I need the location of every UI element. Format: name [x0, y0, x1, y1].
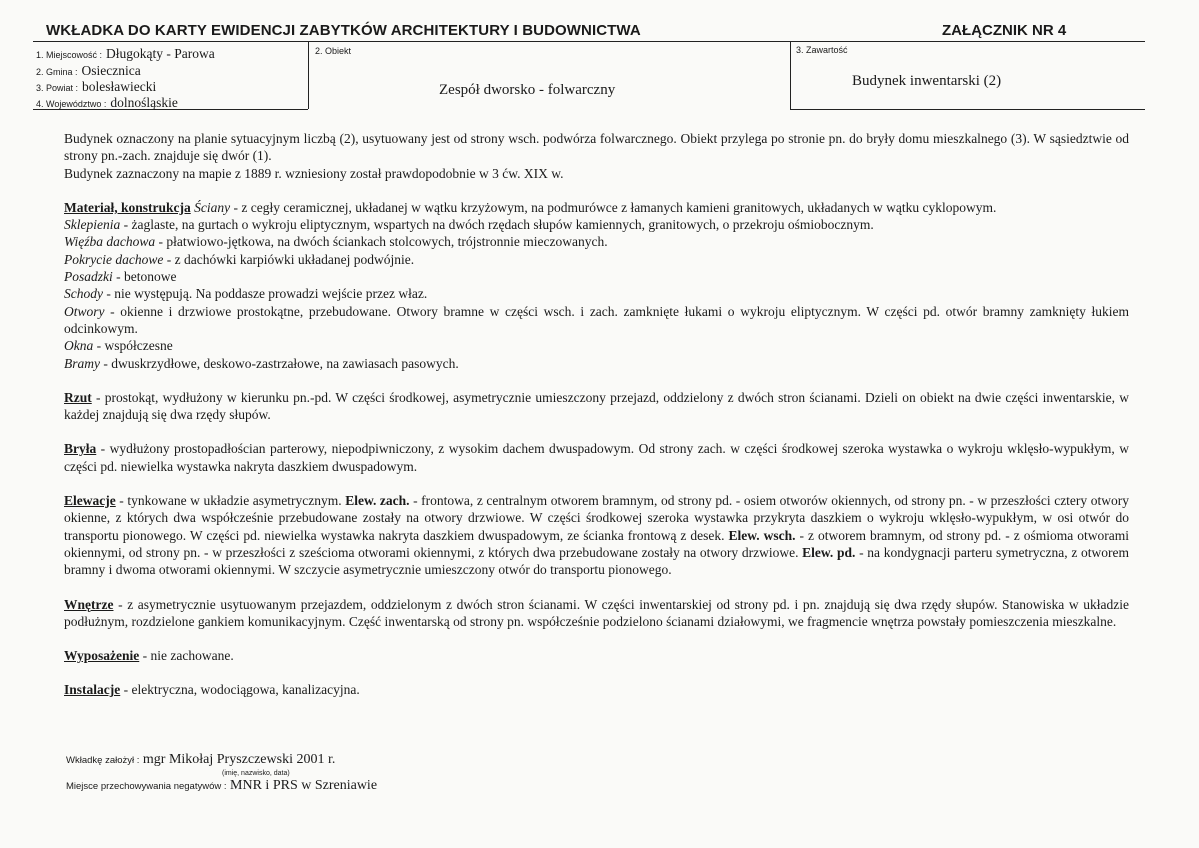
material-term-windows: Okna: [64, 338, 94, 354]
instalacje-text: - elektryczna, wodociągowa, kanalizacyjna.: [120, 682, 360, 698]
instalacje-heading: Instalacje: [64, 682, 121, 698]
material-term-openings: Otwory: [64, 303, 105, 319]
wyposazenie-text: - nie zachowane.: [139, 648, 234, 664]
location-commune-label: 2. Gmina :: [36, 67, 78, 77]
material-text-openings: - okienne i drzwiowe prostokątne, przebudowane. Otwory bramne w części wsch. i zach. zamknięte łukami o wykroju eliptycznym. W części pd. otwór bramny zamknięty łukiem odcinkowym.: [64, 303, 1129, 336]
material-line-stairs: [64, 285, 1129, 302]
header-divider-1: [308, 41, 309, 109]
bryla-text: - wydłużony prostopadłościan parterowy, niepodpiwniczony, z wysokim dachem dwuspadowym. Od strony zach. w części środkowej szeroka wystawka o wykroju wklęsło-wypukłym, w części pd. niewielka wystawka nakryta daszkiem dwuspadowym.: [64, 441, 1129, 474]
material-line-openings: [64, 303, 1129, 338]
material-term-gates: Bramy: [64, 355, 100, 371]
location-town-label: 1. Miejscowość :: [36, 50, 103, 60]
intro-paragraph: Budynek oznaczony na planie sytuacyjnym liczbą (2), usytuowany jest od strony wsch. podwórza folwarcznego. Obiekt przylega po stronie pn. do bryły domu mieszkalnego (3). W sąsiedztwie od strony pn.-zach. znajduje się dwór (1).: [64, 131, 1129, 164]
author-label: Wkładkę założył :: [66, 755, 140, 766]
intro-date-paragraph: Budynek zaznaczony na mapie z 1889 r. wzniesiony został prawdopodobnie w 3 ćw. XIX w.: [64, 165, 564, 181]
elewacje-south-label: Elew. pd.: [802, 544, 856, 560]
material-text-floors: - betonowe: [112, 269, 177, 285]
wnetrze-paragraph: [64, 596, 1129, 631]
material-term-floors: Posadzki: [64, 269, 113, 285]
material-heading: Materiał, konstrukcja: [64, 199, 191, 215]
elewacje-east-label: Elew. wsch.: [728, 527, 796, 543]
material-term-roofing: Pokrycie dachowe: [64, 251, 164, 267]
object-label: 2. Obiekt: [315, 46, 352, 56]
material-line-truss: [64, 233, 1129, 250]
location-voivodeship: [36, 94, 178, 112]
material-term-vaults: Sklepienia: [64, 217, 121, 233]
material-text-gates: - dwuskrzydłowe, deskowo-zastrzałowe, na zawiasach pasowych.: [100, 355, 459, 371]
location-town: [36, 45, 215, 63]
location-commune-value: Osiecznica: [81, 63, 141, 78]
wnetrze-text: - z asymetrycznie usytuowanym przejazdem, oddzielonym z dwóch stron ścianami. W części inwentarskiej od strony pd. i pn. znajdują się dwa rzędy słupów. Stanowiska w układzie podłużnym, rozdzielone gankiem komunikacyjnym. Część inwentarską od strony pn. współcześnie podzielono ścianami działowymi, we fragmencie wnętrza powstały pomieszczenia mieszkalne.: [64, 596, 1129, 629]
location-county-label: 3. Powiat :: [36, 83, 79, 93]
wnetrze-heading: Wnętrze: [64, 596, 114, 612]
material-line-vaults: [64, 216, 1129, 233]
material-text-roofing: - z dachówki karpiówki układanej podwójnie.: [163, 251, 415, 267]
author-note: (imię, nazwisko, data): [222, 770, 290, 777]
material-term-truss: Więźba dachowa: [64, 234, 156, 250]
material-text-stairs: - nie występują. Na poddasze prowadzi wejście przez właz.: [102, 286, 428, 302]
material-line-roofing: [64, 251, 1129, 268]
rzut-text: - prostokąt, wydłużony w kierunku pn.-pd. W części środkowej, asymetrycznie umieszczony przejazd, oddzielony z dwóch stron ścianami. Dzieli on obiekt na dwie części inwentarskie, w każdej znajdują się dwa rzędy słupów.: [64, 389, 1129, 423]
rzut-paragraph: [64, 389, 1129, 424]
header-top-rule: [33, 41, 1145, 42]
storage-line: [66, 778, 377, 794]
elewacje-west-label: Elew. zach.: [345, 493, 410, 509]
author-value: mgr Mikołaj Pryszczewski 2001 r.: [142, 752, 336, 767]
wyposazenie-heading: Wyposażenie: [64, 648, 140, 664]
elewacje-heading: Elewacje: [64, 493, 116, 509]
material-line-floors: [64, 268, 1129, 285]
wyposazenie-paragraph: [64, 647, 1129, 664]
material-text-walls: - z cegły ceramicznej, układanej w wątku krzyżowym, na podmurówce z łamanych kamieni granitowych, układanych w wątku cyklopowym.: [230, 199, 997, 215]
description-body: [64, 130, 1129, 699]
header-divider-2: [790, 41, 791, 109]
material-line-gates: [64, 355, 1129, 372]
bryla-paragraph: [64, 440, 1129, 475]
object-value: Zespół dworsko - folwarczny: [439, 82, 616, 98]
card-title: WKŁADKA DO KARTY EWIDENCJI ZABYTKÓW ARCHITEKTURY I BUDOWNICTWA: [46, 22, 641, 39]
storage-label: Miejsce przechowywania negatywów :: [66, 781, 227, 792]
instalacje-paragraph: [64, 681, 1129, 698]
location-voivodeship-value: dolnośląskie: [110, 95, 178, 110]
material-line-walls: [64, 199, 1129, 216]
bryla-heading: Bryła: [64, 441, 97, 457]
material-line-windows: [64, 337, 1129, 354]
location-town-value: Długokąty - Parowa: [106, 46, 215, 61]
annex-number: ZAŁĄCZNIK NR 4: [942, 22, 1067, 39]
elewacje-text-3: - z otworem bramnym, od strony pd. - z ośmioma otworami okiennymi, od strony pn. - w przeszłości z sześcioma otworami okiennymi, z których dwa przebudowane zostały na otwory drzwiowe.: [64, 527, 1129, 560]
material-text-vaults: - żaglaste, na gurtach o wykroju eliptycznym, wspartych na dwóch rzędach słupów kamiennych, granitowych, o przekroju ośmiobocznym.: [120, 217, 874, 233]
contents-label: 3. Zawartość: [796, 45, 848, 55]
elewacje-text-4: - na kondygnacji parteru symetryczna, z otworem bramny i dwoma otworami okiennymi. W szczycie asymetrycznie umieszczony otwór do transportu pionowego.: [64, 544, 1129, 578]
material-text-windows: - współczesne: [93, 338, 173, 354]
header-bottom-rule-right: [790, 109, 1145, 110]
elewacje-text-2: - frontowa, z centralnym otworem bramnym, od strony pd. - osiem otworów okiennych, od strony pn. - w przeszłości cztery otwory okienne, z których dwa współcześnie przebudowane zostały na otwory drzwiowe. W części środkowej szeroka wystawka przykryta daszkiem o wykroju wklęsło-wypukłym, w osi otwór do transportu pionowego. W części pd. niewielka wystawka nakryta daszkiem dwuspadowym, ze ścianka frontową z desek.: [64, 493, 1129, 543]
material-term-stairs: Schody: [64, 286, 103, 302]
elewacje-paragraph: [64, 492, 1129, 578]
material-term-walls: Ściany: [194, 199, 231, 215]
rzut-heading: Rzut: [64, 389, 92, 405]
location-voivodeship-label: 4. Województwo :: [36, 99, 107, 109]
author-line: [66, 752, 335, 768]
material-text-truss: - płatwiowo-jętkowa, na dwóch ściankach stolcowych, trójstronnie mieczowanych.: [155, 234, 608, 250]
storage-value: MNR i PRS w Szreniawie: [230, 778, 378, 793]
location-county-value: bolesławiecki: [82, 79, 157, 94]
contents-value: Budynek inwentarski (2): [852, 73, 1002, 89]
elewacje-text-1: - tynkowane w układzie asymetrycznym.: [115, 493, 346, 509]
